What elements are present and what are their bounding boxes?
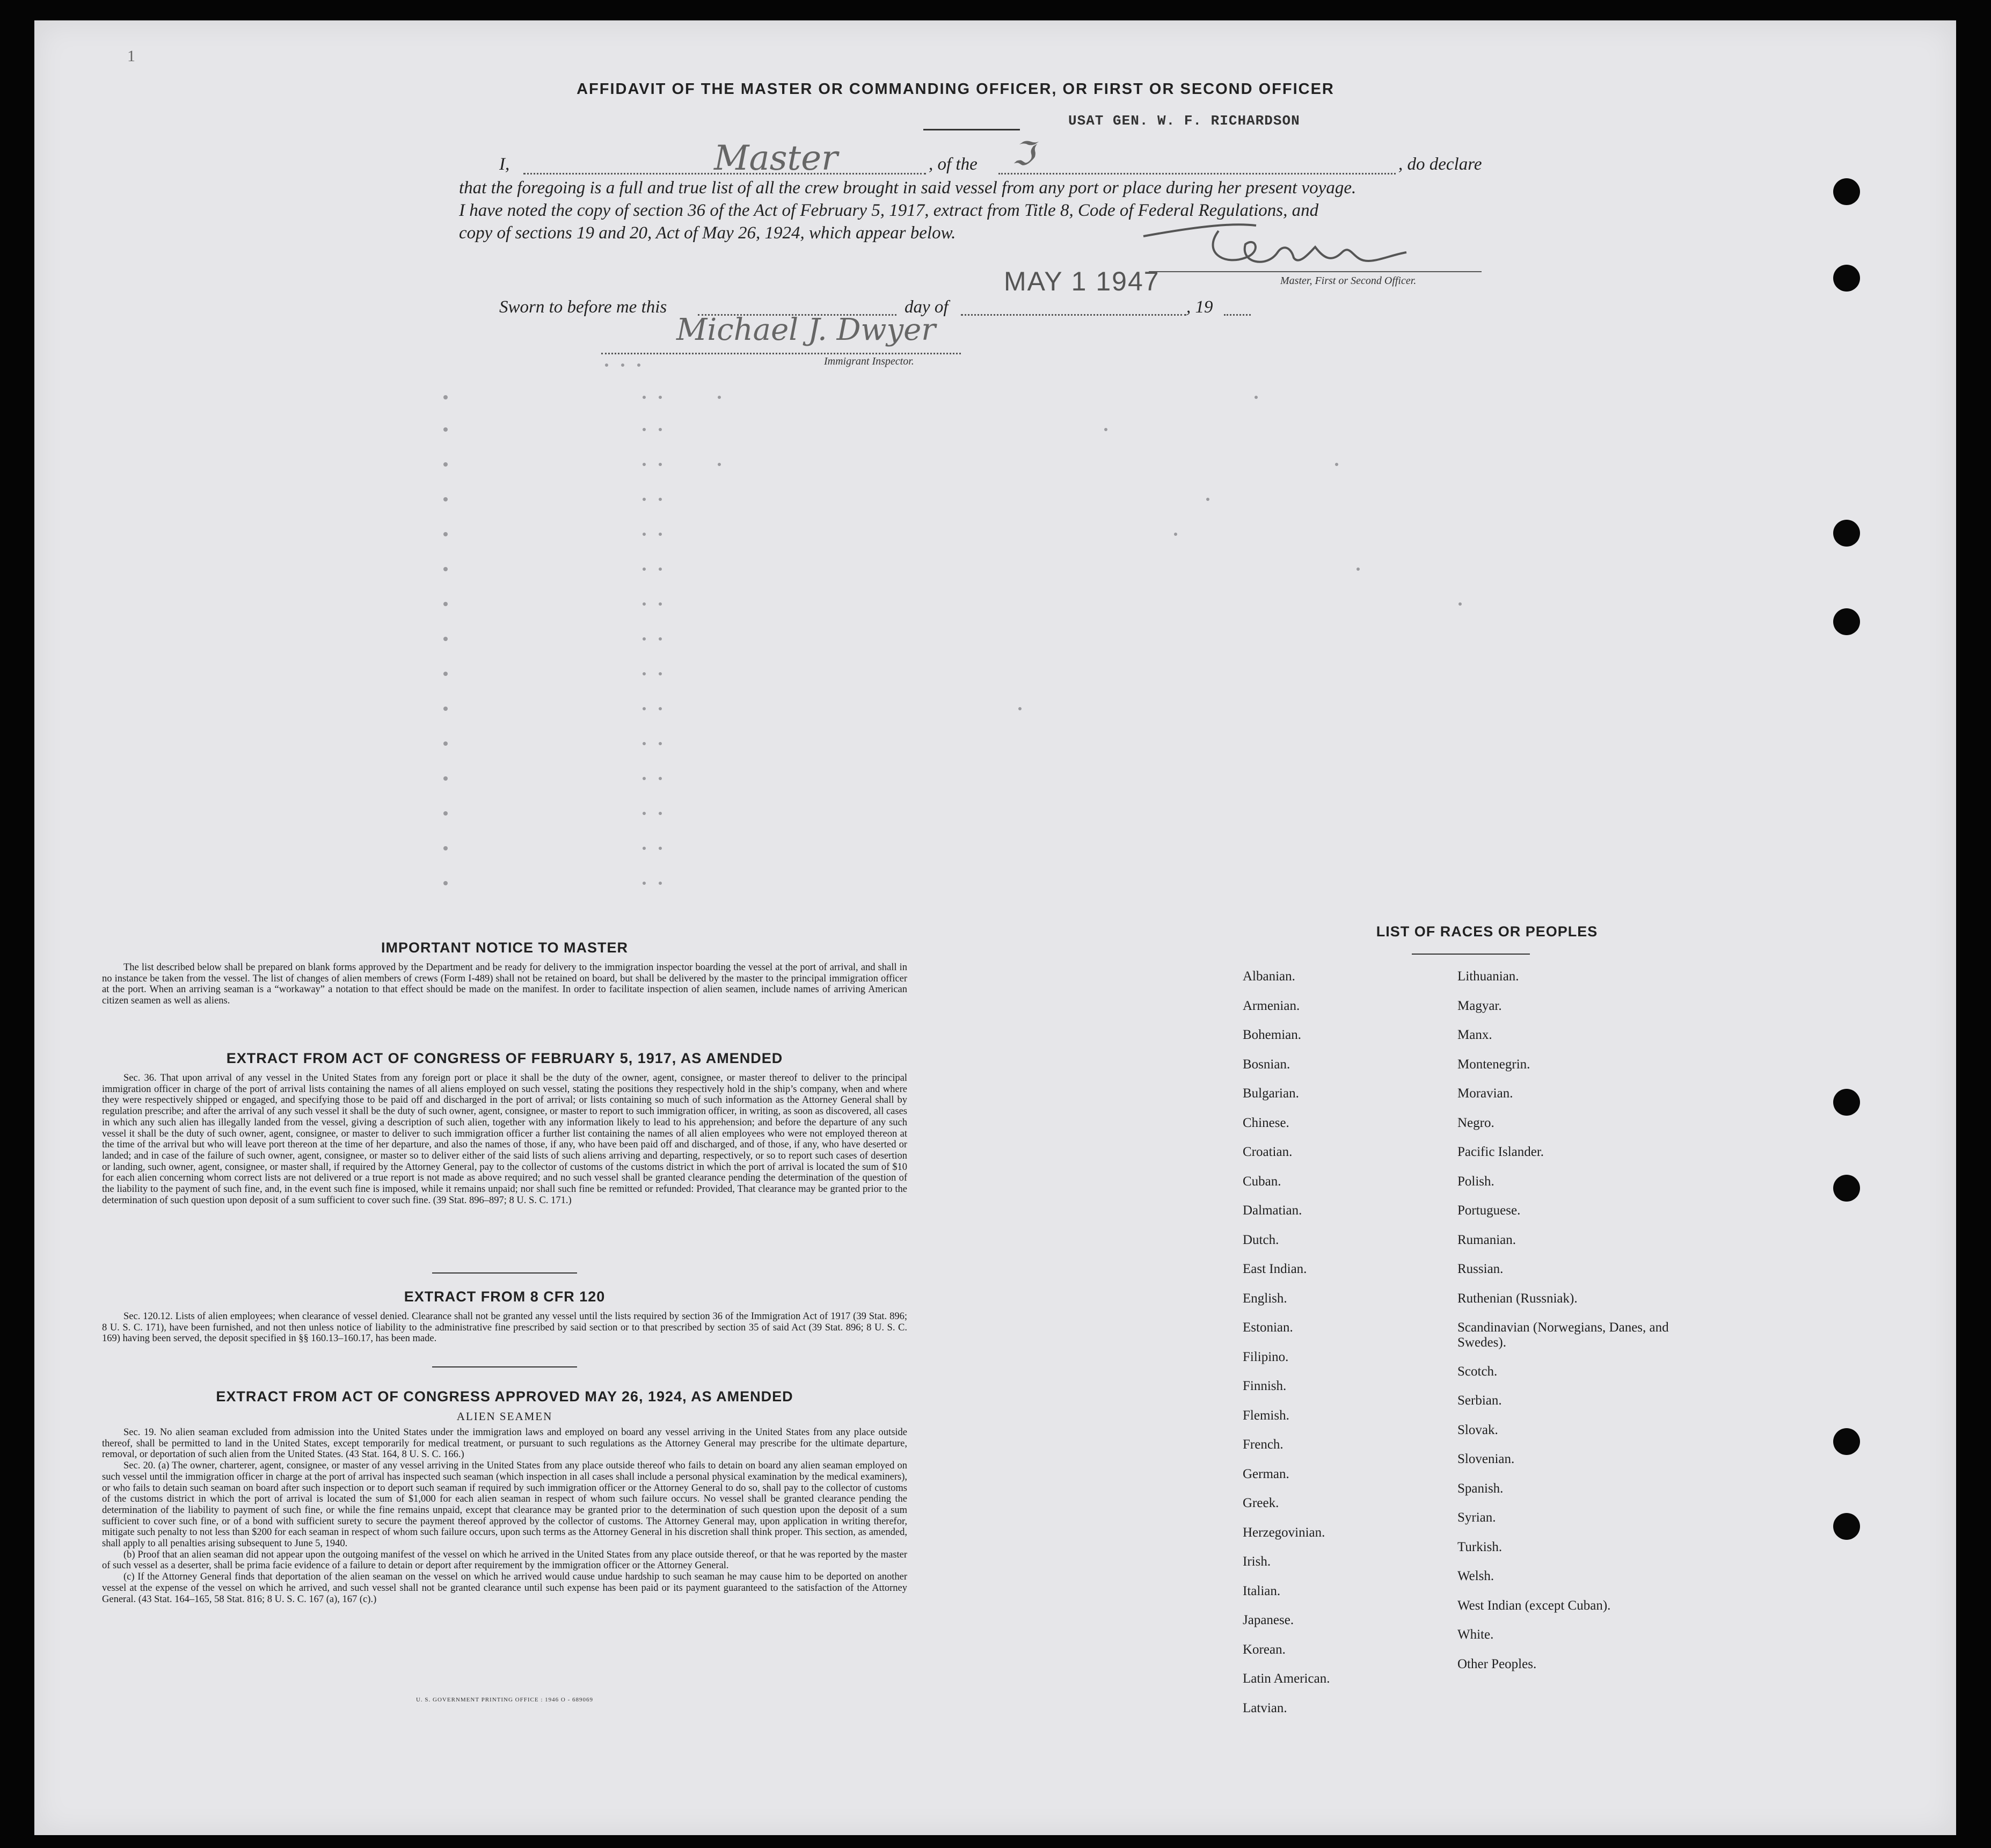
inspector-caption: Immigrant Inspector. xyxy=(824,355,914,367)
sec-20a-paragraph: Sec. 20. (a) The owner, charterer, agent, consignee, or master of any vessel arriving in the United States from any place outside thereof who fails to detain on board any alien seaman employed on such vessel until the immigration officer in charge at the port of arrival has inspected such seaman (which inspection in all cases shall include a personal physical examination by the medical examiners), or who fails to detain such seaman on board after such inspection or to deport such seaman if required by such immigration officer or the Attorney General to do so, shall pay to the collector of customs of the customs district in which the port of arrival is located the sum of $1,000 for each alien seaman in respect of whom such failure occurs. No vessel shall be granted clearance pending the determination of the liability to payment of such fine, or while the fine remains unpaid, except that clearance may be granted prior to the determination of such question upon the deposit of a sum sufficient to cover such fine, or of a bond with sufficient surety to secure the payment thereof approved by the collector of customs. The Attorney General may, upon application in writing therefor, mitigate such penalty to not less than $200 for each seaman in respect of whom such failure occurs, upon such terms as the Attorney General in his discretion shall think proper. This section, as amended, shall apply to all penalties arising subsequent to June 5, 1940. xyxy=(102,1460,907,1549)
rule-8cfr xyxy=(432,1366,577,1367)
notice-text: The list described below shall be prepared on blank forms approved by the Department and be ready for delivery to the immigration inspector boarding the vessel at the port of arrival, and shall in no instance be taken from the vessel. The list of changes of alien members of crews (Form I-489) shall not be retained on board, but shall be delivered by the master to the principal immigration officer at the port. When an arriving seaman is a “workaway” a notation to that effect should be made on the manifest. In order to facilitate inspection of alien seamen, include names of arriving American citizen seamen as well as aliens. xyxy=(102,962,907,1007)
race-item: Bosnian. xyxy=(1243,1057,1290,1072)
race-item: Irish. xyxy=(1243,1554,1271,1569)
punch-hole xyxy=(1833,265,1860,292)
notice-title: IMPORTANT NOTICE TO MASTER xyxy=(381,940,628,956)
race-item: Montenegrin. xyxy=(1457,1057,1530,1072)
printing-office-line: U. S. GOVERNMENT PRINTING OFFICE : 1946 O - 689069 xyxy=(415,1697,593,1703)
race-item: West Indian (except Cuban). xyxy=(1457,1598,1611,1613)
race-item: East Indian. xyxy=(1243,1262,1307,1276)
race-item: Moravian. xyxy=(1457,1086,1513,1101)
master-signature xyxy=(1138,215,1417,279)
extract-8cfr-title: EXTRACT FROM 8 CFR 120 xyxy=(404,1289,606,1305)
sworn-year-field[interactable] xyxy=(1224,314,1251,316)
affidavit-title: AFFIDAVIT OF THE MASTER OR COMMANDING OFFICER, OR FIRST OR SECOND OFFICER xyxy=(577,81,1334,98)
race-item: Latvian. xyxy=(1243,1700,1287,1715)
declaration-line2: that the foregoing is a full and true list of all the crew brought in said vessel from any port or place during her present voyage. xyxy=(459,178,1356,198)
race-item: Albanian. xyxy=(1243,969,1295,984)
race-item: Scotch. xyxy=(1457,1364,1498,1379)
race-item: Welsh. xyxy=(1457,1569,1494,1584)
race-item: White. xyxy=(1457,1627,1494,1642)
race-item: Magyar. xyxy=(1457,998,1502,1013)
race-item: Turkish. xyxy=(1457,1539,1503,1554)
sec-20b-paragraph: (b) Proof that an alien seaman did not appear upon the outgoing manifest of the vessel on which he arrived in the United States from any place outside thereof, or that he was reported by the master of such vessel as a deserter, shall be prima facie evidence of a failure to detain or deport after requirement by the immigration officer or the Attorney General. xyxy=(102,1549,907,1571)
race-item: Lithuanian. xyxy=(1457,969,1519,984)
extract-8cfr-text: Sec. 120.12. Lists of alien employees; when clearance of vessel denied. Clearance shall not be granted any vessel until the lists required by section 36 of the Immigration Act of 1917 (39 Stat. 896; 8 U. S. C. 171), have been furnished, and not then unless notice of liability to the administrative fine prescribed by said section or to that prescribed by section 35 of said Act (39 Stat. 896; 8 U. S. C. 169) having been served, the deposit specified in §§ 160.13–160.17, has been made. xyxy=(102,1311,907,1344)
declaration-line1-prefix: I, xyxy=(499,155,510,174)
race-item: Syrian. xyxy=(1457,1510,1496,1525)
extract-1924-title: EXTRACT FROM ACT OF CONGRESS APPROVED MAY 26, 1924, AS AMENDED xyxy=(216,1388,793,1405)
declaration-line4: copy of sections 19 and 20, Act of May 26, 1924, which appear below. xyxy=(459,223,956,243)
race-item: Armenian. xyxy=(1243,998,1300,1013)
race-item: Japanese. xyxy=(1243,1613,1294,1627)
rule-1917 xyxy=(432,1272,577,1274)
race-item: English. xyxy=(1243,1291,1287,1306)
corner-mark: 1 xyxy=(127,47,135,65)
punch-hole xyxy=(1833,1428,1860,1455)
race-item: Finnish. xyxy=(1243,1379,1287,1393)
races-left-column xyxy=(1243,969,1447,1721)
punch-hole xyxy=(1833,178,1860,205)
sworn-mid: day of xyxy=(905,297,949,317)
race-item: Spanish. xyxy=(1457,1481,1504,1496)
race-item: Dalmatian. xyxy=(1243,1203,1302,1218)
extract-1917-text: Sec. 36. That upon arrival of any vessel in the United States from any foreign port or place it shall be the duty of the owner, agent, consignee, or master thereof to deliver to the principal immigration officer in charge of the port of arrival lists containing the names of all aliens employed on such vessel, stating the positions they respectively hold in the ship’s company, when and where they were respectively shipped or engaged, and specifying those to be paid off and discharged in the port of arrival; or lists containing so much of such information as the Attorney General shall by regulation prescribe; and after the arrival of any such vessel it shall be the duty of such owner, agent, consignee, or master to report to such immigration officer, in writing, as soon as discovered, all cases in which any such alien has illegally landed from the vessel, giving a description of such alien, together with any information likely to lead to his apprehension; and before the departure of any such vessel it shall be the duty of such owner, agent, consignee, or master to deliver to such immigration officer a further list containing the names of all alien employees who were not employed thereon at the time of the arrival but who will leave port thereon at the time of her departure, and also the names of those, if any, who have been paid off and discharged, and of those, if any, who have deserted or landed; and in case of the failure of such owner, agent, consignee, or master so to deliver either of the said lists of such aliens arriving and departing, respectively, or so to report such cases of desertion or landing, such owner, agent, consignee, or master shall, if required by the Attorney General, pay to the collector of customs of the customs district in which the port of arrival is located the sum of $10 for each alien concerning whom correct lists are not delivered or a true report is not made as above required; and no such vessel shall be granted clearance pending the determination of the question of the liability to the payment of such fine, and, in the event such fine is imposed, while it remains unpaid; nor shall such fine be remitted or refunded: Provided, That clearance may be granted prior to the determination of such question upon deposit of a sum sufficient to cover such fine. (39 Stat. 896–897; 8 U. S. C. 171.) xyxy=(102,1073,907,1206)
alien-seamen-subtitle: ALIEN SEAMEN xyxy=(456,1410,553,1423)
race-item: Ruthenian (Russniak). xyxy=(1457,1291,1578,1306)
race-item: French. xyxy=(1243,1437,1283,1452)
date-stamp: MAY 1 1947 xyxy=(1004,266,1160,296)
race-item: Bohemian. xyxy=(1243,1028,1302,1042)
races-title: LIST OF RACES OR PEOPLES xyxy=(1376,923,1598,940)
master-signature-caption: Master, First or Second Officer. xyxy=(1280,275,1417,287)
race-item: Filipino. xyxy=(1243,1349,1289,1364)
race-item: Pacific Islander. xyxy=(1457,1145,1544,1159)
race-item: Rumanian. xyxy=(1457,1232,1516,1247)
sec-20c-paragraph: (c) If the Attorney General finds that deportation of the alien seaman on the vessel on which he arrived would cause undue hardship to such seaman he may cause him to be deported on another vessel at the expense of the vessel on which he arrived, and such vessel shall not be granted clearance until such expense has been paid or its payment guaranteed to the satisfaction of the Attorney General. (43 Stat. 164–165, 58 Stat. 816; 8 U. S. C. 167 (a), 167 (c).) xyxy=(102,1571,907,1605)
race-item: Manx. xyxy=(1457,1028,1492,1042)
punch-hole xyxy=(1833,520,1860,547)
handwritten-vessel-mark: ℑ xyxy=(1012,135,1034,173)
race-item: Portuguese. xyxy=(1457,1203,1521,1218)
race-item: Cuban. xyxy=(1243,1174,1281,1189)
race-item: Scandinavian (Norwegians, Danes, and Swedes). xyxy=(1457,1320,1669,1350)
extract-1917-title: EXTRACT FROM ACT OF CONGRESS OF FEBRUARY 5, 1917, AS AMENDED xyxy=(226,1050,783,1066)
races-right-column xyxy=(1457,969,1704,1721)
race-item: German. xyxy=(1243,1466,1289,1481)
punch-hole xyxy=(1833,608,1860,635)
handwritten-master: Master xyxy=(714,139,838,178)
inspector-signature: Michael J. Dwyer xyxy=(676,312,936,347)
master-signature-line[interactable] xyxy=(1149,271,1482,272)
punch-hole xyxy=(1833,1089,1860,1116)
race-item: Croatian. xyxy=(1243,1145,1293,1159)
race-item: Slovenian. xyxy=(1457,1452,1515,1467)
race-item: Herzegovinian. xyxy=(1243,1525,1325,1540)
punch-hole xyxy=(1833,1175,1860,1202)
sworn-year: , 19 xyxy=(1186,297,1213,317)
race-item: Negro. xyxy=(1457,1115,1494,1130)
vessel-name-stamp: USAT GEN. W. F. RICHARDSON xyxy=(1068,113,1300,129)
bleed-through-marks xyxy=(408,354,1600,923)
race-item: Chinese. xyxy=(1243,1115,1289,1130)
extract-1924-body xyxy=(102,1427,907,1605)
punch-hole xyxy=(1833,1513,1860,1540)
declaration-line1-end: , do declare xyxy=(1398,155,1482,174)
race-item: Flemish. xyxy=(1243,1408,1289,1423)
title-rule xyxy=(923,129,1020,130)
race-item: Russian. xyxy=(1457,1262,1504,1276)
sworn-prefix: Sworn to before me this xyxy=(499,297,667,317)
race-item: Bulgarian. xyxy=(1243,1086,1299,1101)
race-item: Greek. xyxy=(1243,1496,1279,1510)
race-item: Slovak. xyxy=(1457,1422,1498,1437)
sec-19-paragraph: Sec. 19. No alien seaman excluded from admission into the United States under the immigration laws and employed on board any vessel arriving in the United States from any place outside thereof, shall be permitted to land in the United States, except temporarily for medical treatment, or pursuant to such regulations as the Attorney General may prescribe for the ultimate departure, removal, or deportation of such alien from the United States. (43 Stat. 164, 8 U. S. C. 166.) xyxy=(102,1427,907,1460)
race-item: Latin American. xyxy=(1243,1671,1330,1686)
race-item: Dutch. xyxy=(1243,1232,1279,1247)
vessel-field[interactable] xyxy=(998,173,1396,174)
race-item: Estonian. xyxy=(1243,1320,1293,1335)
race-item: Korean. xyxy=(1243,1642,1286,1657)
sworn-month-field[interactable] xyxy=(961,314,1186,316)
race-item: Italian. xyxy=(1243,1583,1281,1598)
race-item: Other Peoples. xyxy=(1457,1656,1537,1671)
race-item: Polish. xyxy=(1457,1174,1494,1189)
declaration-line1-mid: , of the xyxy=(929,155,978,174)
race-item: Serbian. xyxy=(1457,1393,1502,1408)
races-title-rule xyxy=(1412,954,1530,955)
declaration-line3: I have noted the copy of section 36 of the Act of February 5, 1917, extract from Title 8, Code of Federal Regulations, and xyxy=(459,201,1319,220)
